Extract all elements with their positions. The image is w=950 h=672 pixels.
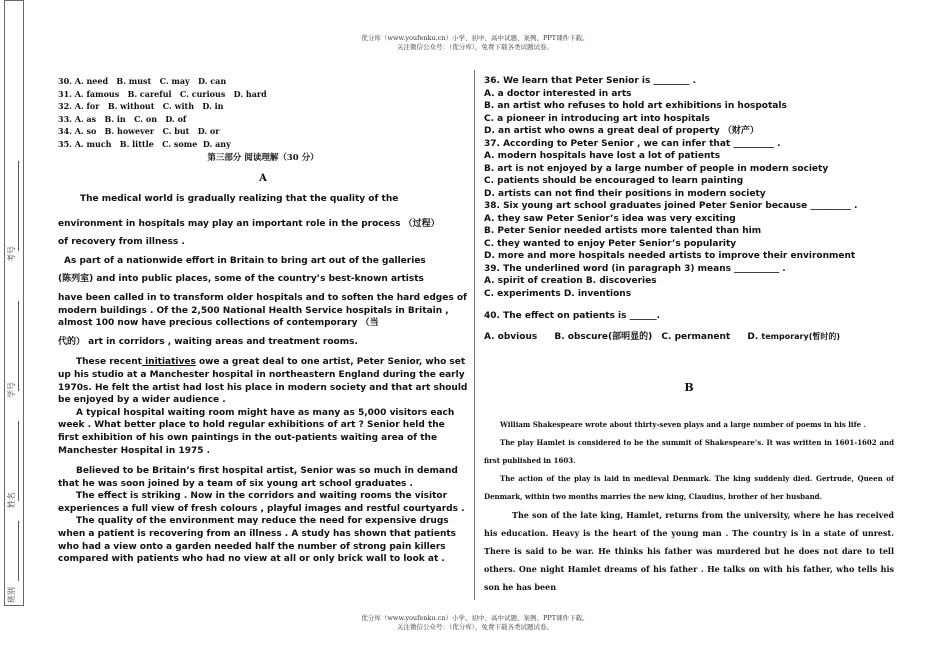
passage-b-p4: The son of the late king, Hamlet, returns from the university, where he has received his education. Heavy is the heart of the young man . The country is in a state of unrest. There is said to be war. He thinks his father was murdered but he does not dare to tell others. One night Hamlet dreams of his father . He talks on with his father, who tells his son he has been (484, 510, 894, 592)
passage-a-p1-line2: environment in hospitals may play an important role in the process （过程） (58, 218, 440, 229)
margin-label-xingming: 姓名 (7, 492, 16, 508)
question-38-stem: 38. Six young art school graduates joined Peter Senior because _________ . (484, 201, 858, 211)
header-line-1: 优分库（www.youfenku.cn）小学、初中、高中试题、案例、PPT课件下载。 (361, 34, 589, 42)
question-36-option-c: C. a pioneer in introducing art into hospitals (484, 113, 710, 124)
passage-a-p4: A typical hospital waiting room might have as many as 5,000 visitors each week . What better place to hold regular exhibitions of art ? Senior held the first exhibition of his own paintings in the out-patients waiting area of the Manchester Hospital in 1975 . (58, 407, 455, 456)
passage-b-p3: The action of the play is laid in medieval Denmark. The king suddenly died. Gertrude, Queen of Denmark, within two months marries the new king, Claudius, brother of her husband. (484, 474, 894, 501)
passage-a-p5: Believed to be Britain’s first hospital artist, Senior was so much in demand that he was soon joined by a team of six young art school graduates . (58, 466, 458, 489)
cloze-option-30: 30. A. need B. must C. may D. can (58, 76, 227, 86)
passage-a-p7: The quality of the environment may reduce the need for expensive drugs when a patient is recovering from an illness . A study has shown that patients who had a view onto a garden needed half the number of strong pain killers compared with patients who had no view at all or only brick wall to look at . (58, 516, 457, 565)
cloze-option-31: 31. A. famous B. careful C. curious D. hard (58, 88, 267, 99)
passage-a-p6: The effect is striking . Now in the corridors and waiting rooms the visitor experiences a full view of fresh colours , playful images and restful courtyards . (58, 491, 465, 514)
passage-a-p2-line2: (陈列室) and into public places, some of the country’s best-known artists (58, 274, 424, 285)
question-40-option-a: A. obvious (484, 331, 538, 342)
passage-a-p1-line1: The medical world is gradually realizing that the quality of the (80, 194, 399, 204)
footer-line-1: 优分库（www.youfenku.cn）小学、初中、高中试题、案例、PPT课件下载。 (361, 614, 589, 622)
cloze-option-32: 32. A. for B. without C. with D. in (58, 101, 224, 111)
cloze-option-34: 34. A. so B. however C. but D. or (58, 126, 220, 136)
margin-rule (18, 161, 19, 251)
passage-a-p2-body: have been called in to transform older hospitals and to soften the hard edges of modern buildings . Of the 2,500 National Health Service hospitals in Britain , almost 100 now have precious collections of contemporary （当 (58, 292, 467, 329)
header-line-2: 关注微信公众号：（优分库），免费下载各类试题试卷。 (397, 43, 553, 51)
passage-b-p1: William Shakespeare wrote about thirty-seven plays and a large number of poems in his life . (500, 420, 866, 429)
page-header (0, 34, 950, 52)
passage-a-p2-line1: As part of a nationwide effort in Britain to bring art out of the galleries (64, 255, 426, 266)
question-38-option-c: C. they wanted to enjoy Peter Senior’s popularity (484, 238, 737, 249)
question-38-option-d: D. more and more hospitals needed artists to improve their environment (484, 251, 856, 261)
question-38-option-b: B. Peter Senior needed artists more talented than him (484, 226, 762, 236)
cloze-option-35: 35. A. much B. little C. some D. any (58, 138, 231, 149)
margin-rule (18, 301, 19, 391)
passage-a-p3: These recent initiatives owe a great deal to one artist, Peter Senior, who set up his studio at a Manchester hospital in northeastern England during the early 1970s. He felt the artist had lost his place in modern society and that art should be enjoyed by a wider audience . (58, 357, 468, 406)
margin-rule (18, 521, 19, 581)
passage-b-letter: B (684, 381, 694, 394)
question-39-stem: 39. The underlined word (in paragraph 3) means __________ . (484, 263, 786, 274)
cloze-option-33: 33. A. as B. in C. on D. of (58, 113, 187, 124)
question-39-options-ab: A. spirit of creation B. discoveries (484, 276, 657, 286)
question-37-option-a: A. modern hospitals have lost a lot of patients (484, 151, 721, 161)
left-column (58, 75, 468, 566)
section-title: 第三部分 阅读理解（30 分） (207, 153, 319, 163)
question-40-option-d-text: temporary(暂时的) (761, 331, 841, 341)
margin-label-kaohao: 考号 (7, 246, 16, 262)
question-36-option-d: D. an artist who owns a great deal of property （财产） (484, 126, 759, 136)
question-40-options (484, 331, 894, 344)
question-37-option-c: C. patients should be encouraged to learn painting (484, 176, 744, 186)
passage-a-p2-end: 代的） art in corridors , waiting areas and treatment rooms. (58, 336, 358, 347)
page-footer (0, 614, 950, 632)
passage-a-p1-line3: of recovery from illness . (58, 237, 185, 248)
question-37-option-b: B. art is not enjoyed by a large number of people in modern society (484, 163, 829, 174)
question-39-options-cd: C. experiments D. inventions (484, 288, 632, 299)
question-37-stem: 37. According to Peter Senior , we can infer that _________ . (484, 138, 781, 149)
right-column (484, 75, 894, 596)
question-40-option-d: D. (747, 331, 759, 342)
question-37-option-d: D. artists can not find their positions in modern society (484, 188, 766, 199)
question-36-stem: 36. We learn that Peter Senior is ________ . (484, 76, 697, 86)
binding-margin (4, 0, 24, 606)
question-36-option-a: A. a doctor interested in arts (484, 88, 632, 99)
margin-label-banji: 班别 (7, 587, 16, 603)
footer-line-2: 关注微信公众号：（优分库），免费下载各类试题试卷。 (397, 623, 553, 631)
question-40-option-c: C. permanent (661, 331, 731, 342)
passage-a-letter: A (259, 173, 267, 184)
question-40-stem: 40. The effect on patients is ______. (484, 311, 661, 321)
question-36-option-b: B. an artist who refuses to hold art exhibitions in hospotals (484, 101, 787, 111)
question-38-option-a: A. they saw Peter Senior’s idea was very exciting (484, 213, 736, 224)
margin-label-xuehao: 学号 (7, 382, 16, 398)
question-40-option-b: B. obscure(部明显的) (554, 331, 653, 342)
passage-b-p2: The play Hamlet is considered to be the summit of Shakespeare’s. It was written in 1601-1602 and first published in 1603. (484, 438, 894, 465)
column-divider (474, 70, 475, 600)
underlined-word: initiatives (141, 357, 196, 368)
margin-rule (18, 421, 19, 501)
